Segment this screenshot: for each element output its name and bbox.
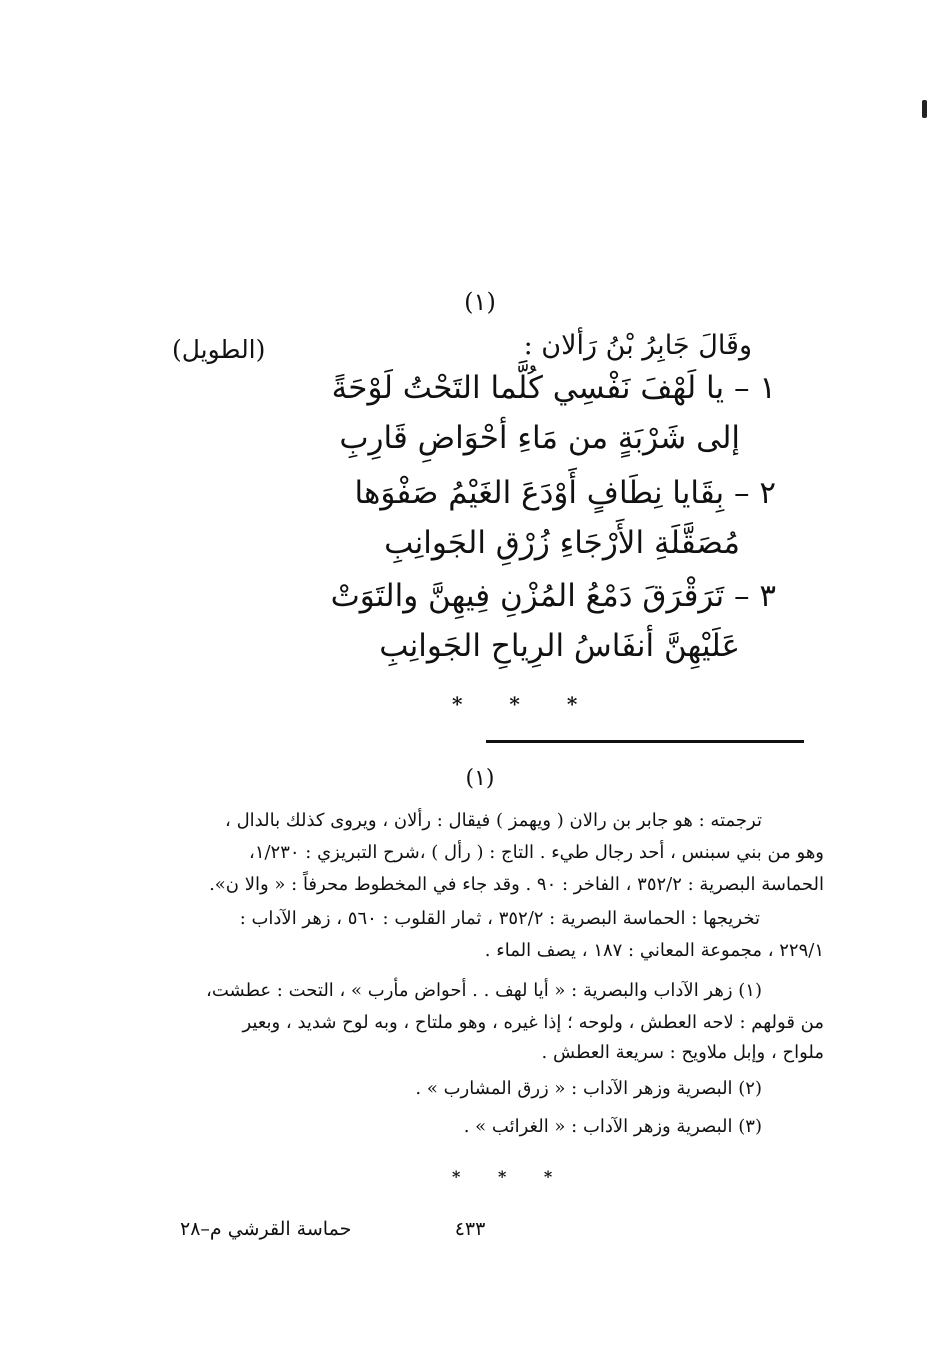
scan-mark [922, 100, 927, 118]
poem-introduction: وقَالَ جَابِرُ بْنُ رَألان : [523, 330, 752, 361]
footnote-line: ملواح ، وإبل ملاويح : سريعة العطش . [541, 1042, 824, 1063]
section-separator-stars: * * * [452, 692, 598, 716]
verse-2-first-hemistich: ٢ – بِقَايا نِطَافٍ أَوْدَعَ الغَيْمُ صَفْوَها [354, 475, 776, 511]
footnote-line: (١) زهر الآداب والبصرية : « أيا لهف . . أحواض مأرب » ، التحت : عطشت، [206, 980, 762, 1001]
footnote-separator-stars: * * * [452, 1167, 569, 1186]
verse-2-second-hemistich: مُصَقَّلَةِ الأَرْجَاءِ زُرْقِ الجَوانِبِ [384, 525, 740, 561]
footnote-line: وهو من بني سبنس ، أحد رجال طيء . التاج : ( رأل ) ،شرح التبريزي : ١/٢٣٠، [249, 842, 824, 863]
footnote-number: (١) [465, 766, 495, 791]
poem-meter: (الطويل) [172, 335, 266, 364]
verse-1-second-hemistich: إلى شَرْبَةٍ من مَاءِ أحْوَاضِ قَارِبِ [339, 420, 740, 456]
verse-3-second-hemistich: عَلَيْهِنَّ أنفَاسُ الرِياحِ الجَوانِبِ [379, 628, 740, 664]
footnote-rule [486, 740, 804, 743]
footnote-line: ٢٢٩/١ ، مجموعة المعاني : ١٨٧ ، يصف الماء . [484, 940, 824, 961]
footnote-line: ترجمته : هو جابر بن رالان ( ويهمز ) فيقال : رألان ، ويروى كذلك بالدال ، [225, 810, 762, 831]
footnote-line: الحماسة البصرية : ٣٥٢/٢ ، الفاخر : ٩٠ . وقد جاء في المخطوط محرفاً : « والا ن». [209, 874, 824, 895]
verse-1-first-hemistich: ١ – يا لَهْفَ نَفْسِي كُلَّما التَحْتُ لَوْحَةً [331, 370, 776, 406]
footnote-line: من قولهم : لاحه العطش ، ولوحه ؛ إذا غيره ، وهو ملتاح ، وبه لوح شديد ، وبعير [242, 1012, 824, 1033]
page-number: ٤٣٣ [454, 1218, 486, 1240]
footnote-line: (٣) البصرية وزهر الآداب : « الغرائب » . [463, 1116, 762, 1137]
poem-number: (١) [464, 288, 496, 316]
running-footer-title: حماسة القرشي م–٢٨ [180, 1218, 352, 1240]
footnote-line: (٢) البصرية وزهر الآداب : « زرق المشارب » . [415, 1078, 762, 1099]
verse-3-first-hemistich: ٣ – تَرَقْرَقَ دَمْعُ المُزْنِ فِيهِنَّ والتَوَتْ [330, 578, 776, 614]
footnote-line: تخريجها : الحماسة البصرية : ٣٥٢/٢ ، ثمار القلوب : ٥٦٠ ، زهر الآداب : [239, 908, 760, 929]
